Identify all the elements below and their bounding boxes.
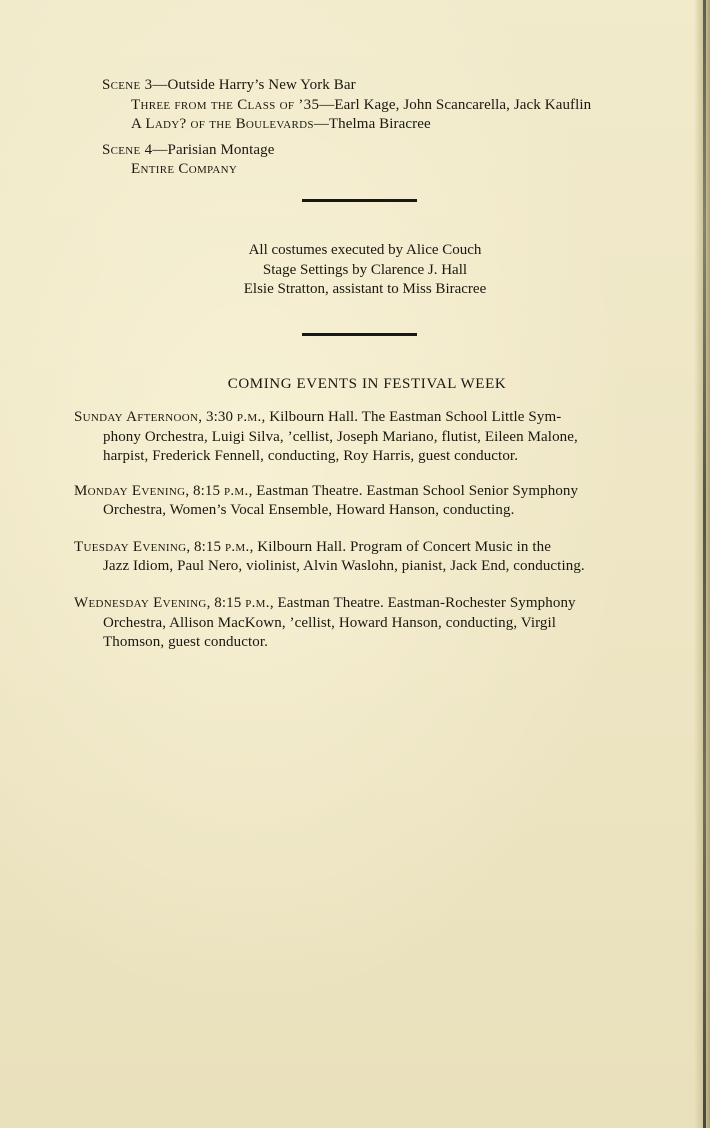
event-1-rest-1: , Kilbourn Hall. The Eastman School Little Sym-: [261, 409, 562, 425]
scene-3-title: —Outside Harry’s New York Bar: [152, 77, 356, 93]
event-3-when: Tuesday Evening: [74, 539, 187, 555]
event-1-ampm: p.m.: [236, 409, 262, 425]
event-1-line-3: harpist, Frederick Fennell, conducting, Roy Harris, guest conductor.: [103, 448, 519, 464]
page-edge-shadow: [694, 0, 710, 1128]
scene-3-item-2-label: A Lady? of the Boulevards: [131, 116, 314, 132]
event-2-time: , 8:15: [185, 483, 224, 499]
event-4-line-2: Orchestra, Allison MacKown, ’cellist, Howard Hanson, conducting, Virgil: [103, 615, 557, 631]
event-3-time: , 8:15: [186, 539, 225, 555]
scene-4-item-1: [131, 160, 237, 179]
event-3-rest-1: , Kilbourn Hall. Program of Concert Music in the: [249, 539, 551, 555]
credit-line-3: Elsie Stratton, assistant to Miss Biracree: [243, 281, 487, 297]
event-1-time: , 3:30: [198, 409, 237, 425]
scene-4-heading: [102, 141, 275, 160]
coming-events-heading: COMING EVENTS IN FESTIVAL WEEK: [227, 376, 507, 392]
event-4-line-1: [74, 594, 576, 613]
event-1-when: Sunday Afternoon: [74, 409, 199, 425]
scene-3-item-1: [131, 96, 591, 115]
event-3-ampm: p.m.: [224, 539, 250, 555]
scene-4-label: Scene 4: [102, 142, 153, 158]
event-4-when: Wednesday Evening: [74, 595, 207, 611]
scene-4-title: —Parisian Montage: [152, 142, 275, 158]
scene-3-item-2: [131, 115, 431, 134]
event-3-line-1: [74, 538, 551, 557]
scene-4-item-1-label: Entire Company: [131, 161, 238, 177]
event-2-when: Monday Evening: [74, 483, 186, 499]
event-2-rest-1: , Eastman Theatre. Eastman School Senior Symphony: [248, 483, 579, 499]
event-1-line-2: phony Orchestra, Luigi Silva, ’cellist, Joseph Mariano, flutist, Eileen Malone,: [103, 429, 578, 445]
credit-line-2: Stage Settings by Clarence J. Hall: [262, 262, 468, 278]
scene-3-item-1-label: Three from the Class of ’35: [131, 97, 320, 113]
event-4-ampm: p.m.: [245, 595, 270, 611]
event-2-line-2: Orchestra, Women’s Vocal Ensemble, Howard Hanson, conducting.: [103, 502, 515, 518]
event-3-line-2: Jazz Idiom, Paul Nero, violinist, Alvin Waslohn, pianist, Jack End, conducting.: [103, 558, 585, 574]
page-binding-edge: [703, 0, 706, 1128]
event-2-ampm: p.m.: [223, 483, 249, 499]
section-divider-1: [302, 199, 417, 202]
event-4-line-3: Thomson, guest conductor.: [103, 634, 268, 650]
section-divider-2: [302, 333, 417, 336]
scene-3-heading: [102, 76, 356, 95]
credit-line-1: All costumes executed by Alice Couch: [248, 242, 482, 258]
event-2-line-1: [74, 482, 578, 501]
scene-3-item-1-text: —Earl Kage, John Scancarella, Jack Kauflin: [319, 97, 592, 113]
scene-3-label: Scene 3: [102, 77, 153, 93]
event-4-time: , 8:15: [206, 595, 246, 611]
event-1-line-1: [74, 408, 561, 427]
scene-3-item-2-text: —Thelma Biracree: [313, 116, 431, 132]
event-4-rest-1: , Eastman Theatre. Eastman-Rochester Symphony: [269, 595, 576, 611]
